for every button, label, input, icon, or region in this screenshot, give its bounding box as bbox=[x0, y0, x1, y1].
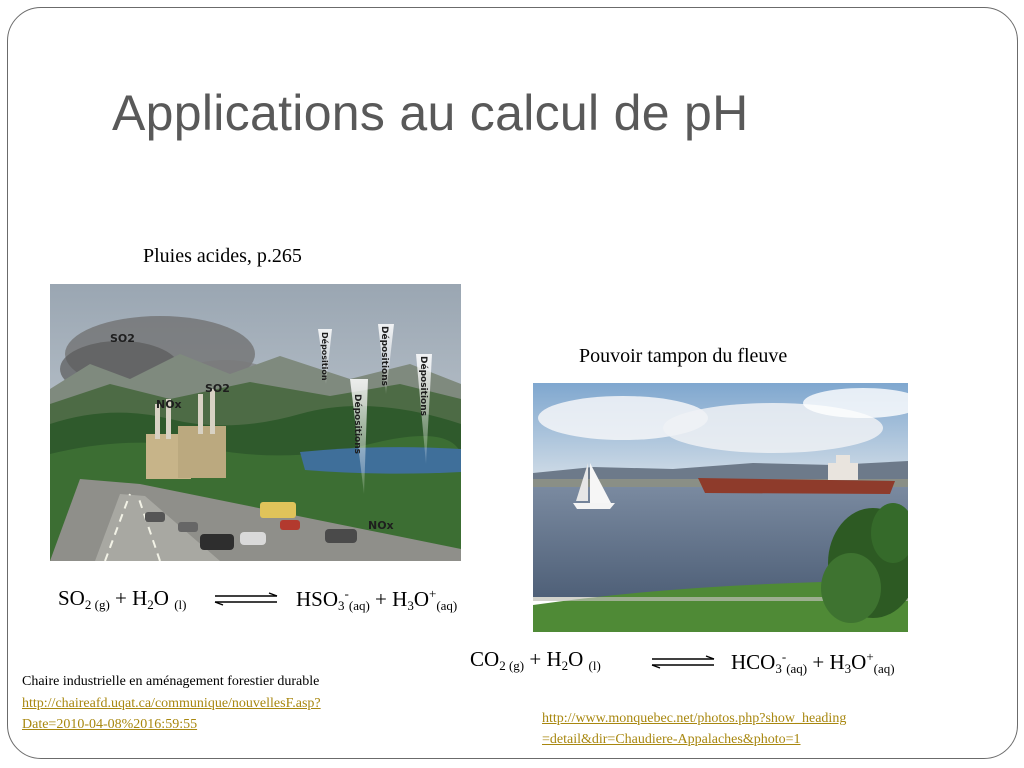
river-drawing bbox=[533, 383, 908, 632]
equilibrium-arrows-icon bbox=[213, 592, 279, 606]
deposition-label-3: Dépositions bbox=[418, 356, 428, 416]
deposition-label-4: Dépositions bbox=[352, 394, 362, 454]
nox-label-left: NOx bbox=[156, 398, 182, 411]
deposition-label-2: Dépositions bbox=[379, 326, 389, 386]
river-link-line2: =detail&dir=Chaudiere-Appalaches&photo=1 bbox=[542, 732, 801, 747]
so2-label-top: SO2 bbox=[110, 332, 135, 345]
acid-rain-drawing bbox=[50, 284, 461, 561]
acid-rain-source-link[interactable] bbox=[22, 693, 321, 735]
so2-label-mid: SO2 bbox=[205, 382, 230, 395]
nox-label-bottom: NOx bbox=[368, 519, 394, 532]
river-source-link[interactable] bbox=[542, 708, 846, 750]
equation-co2-products: $HCO_3^-_{(aq)} + H_3O^+_{(aq)}$ bbox=[731, 649, 895, 676]
river-buffer-caption: Pouvoir tampon du fleuve bbox=[579, 345, 788, 367]
acid-rain-credit: Chaire industrielle en aménagement forestier durable bbox=[22, 674, 320, 689]
acid-rain-link-line2: Date=2010-04-08%2016:59:55 bbox=[22, 717, 198, 732]
acid-rain-illustration bbox=[50, 284, 461, 561]
equation-so2-products: $HSO_3^-_{(aq)} + H_3O^+_{(aq)}$ bbox=[296, 586, 458, 613]
deposition-label-1: Déposition bbox=[320, 332, 329, 381]
equilibrium-arrows-icon bbox=[650, 655, 716, 669]
river-link-line1: http://www.monquebec.net/photos.php?show_heading bbox=[542, 711, 847, 726]
acid-rain-link-line1: http://chaireafd.uqat.ca/communique/nouvellesF.asp? bbox=[22, 696, 321, 711]
equation-co2-reactants: $CO_{2 (g)} + H_2O$ $_{(l)}$ bbox=[470, 647, 601, 673]
equation-so2-reactants: $SO_{2 (g)} + H_2O$ $_{(l)}$ bbox=[58, 586, 187, 612]
river-photo bbox=[533, 383, 908, 632]
slide-title: Applications au calcul de pH bbox=[112, 85, 749, 141]
acid-rain-caption: Pluies acides, p.265 bbox=[143, 245, 302, 267]
